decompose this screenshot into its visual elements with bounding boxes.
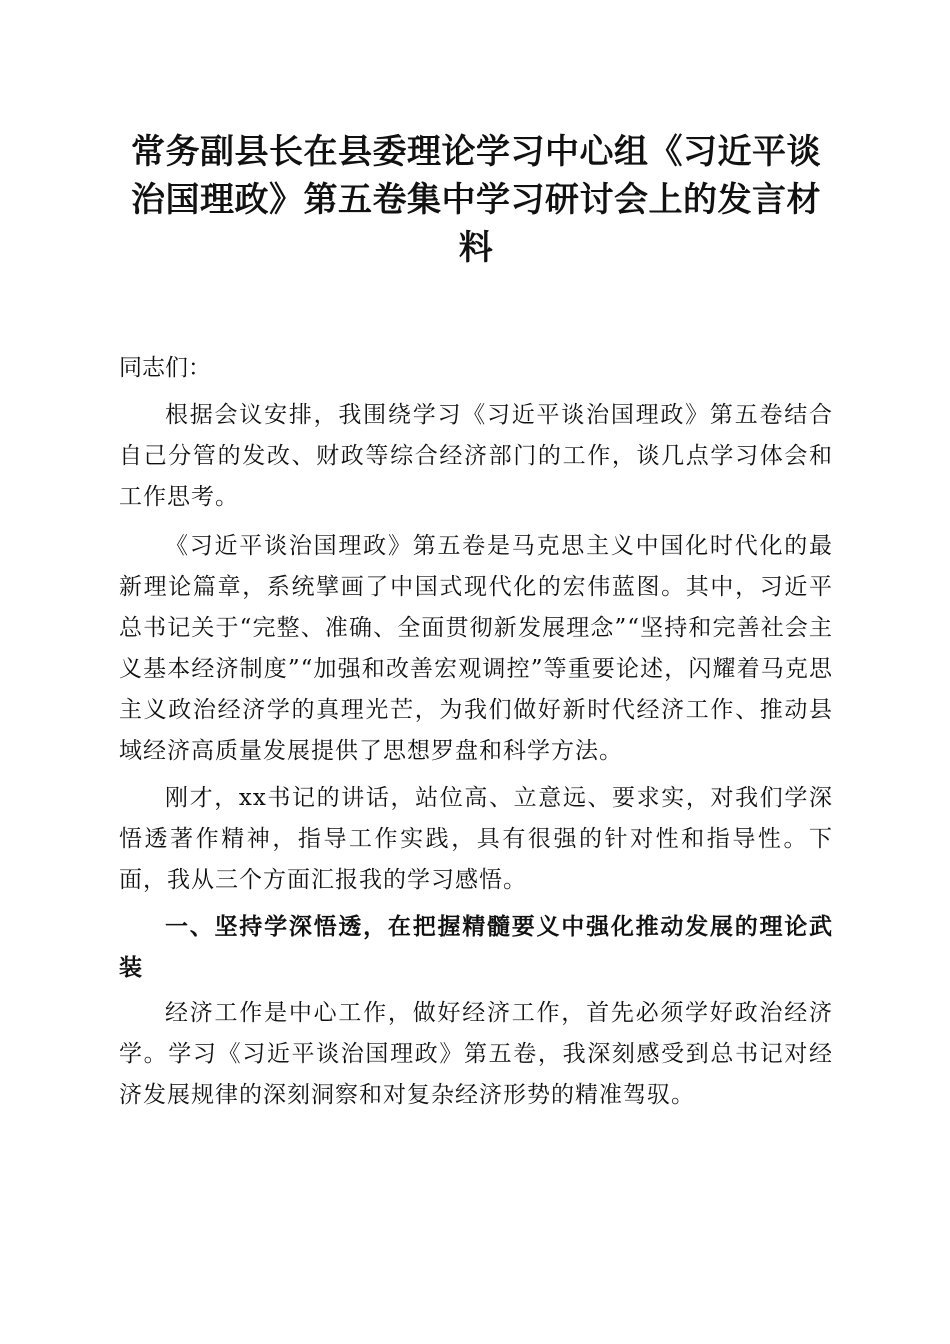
document-page	[119, 128, 833, 1116]
paragraph-economic-work: 经济工作是中心工作，做好经济工作，首先必须学好政治经济学。学习《习近平谈治国理政》第五卷，我深刻感受到总书记对经济发展规律的深刻洞察和对复杂经济形势的精准驾驭。	[119, 1000, 833, 1108]
section-heading-one: 一、坚持学深悟透，在把握精髓要义中强化推动发展的理论武装	[119, 914, 833, 981]
salutation: 同志们：	[119, 355, 211, 381]
paragraph-intro: 根据会议安排，我围绕学习《习近平谈治国理政》第五卷结合自己分管的发改、财政等综合经济部门的工作，谈几点学习体会和工作思考。	[119, 402, 833, 510]
document-title: 常务副县长在县委理论学习中心组《习近平谈治国理政》第五卷集中学习研讨会上的发言材料	[131, 132, 821, 268]
paragraph-secretary-speech: 刚才，xx书记的讲话，站位高、立意远、要求实，对我们学深悟透著作精神，指导工作实践，具有很强的针对性和指导性。下面，我从三个方面汇报我的学习感悟。	[119, 785, 833, 893]
paragraph-volume-five: 《习近平谈治国理政》第五卷是马克思主义中国化时代化的最新理论篇章，系统擘画了中国式现代化的宏伟蓝图。其中，习近平总书记关于“完整、准确、全面贯彻新发展理念”“坚持和完善社会主义基本经济制度”“加强和改善宏观调控”等重要论述，闪耀着马克思主义政治经济学的真理光芒，为我们做好新时代经济工作、推动县域经济高质量发展提供了思想罗盘和科学方法。	[119, 533, 833, 764]
